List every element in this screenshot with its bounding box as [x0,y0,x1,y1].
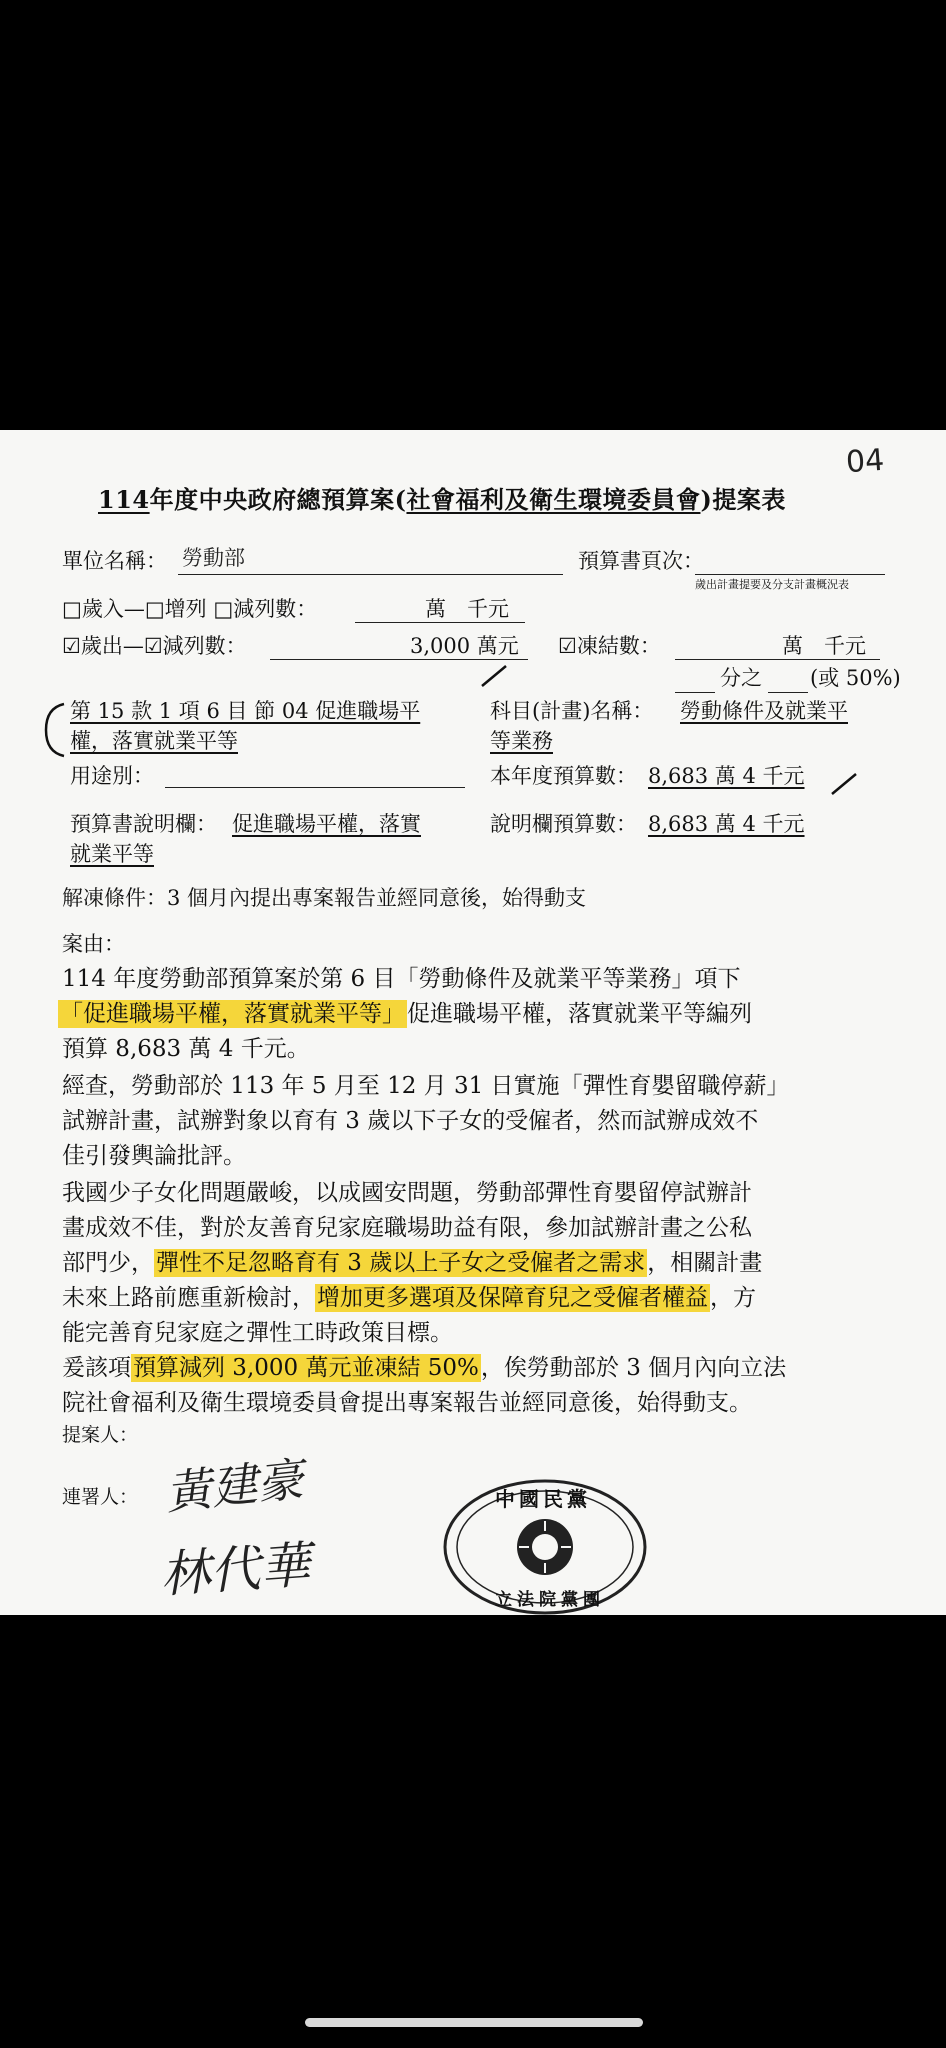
highlight-rights: 增加更多選項及保障育兒之受僱者權益 [317,1285,708,1311]
reason-p4-line-2: 院社會福利及衛生環境委員會提出專案報告並經同意後，始得動支。 [62,1390,752,1416]
check-mark-icon [828,770,862,798]
signature-1: 黃建豪 [162,1451,306,1521]
title-committee: 社會福利及衛生環境委員會 [406,485,701,514]
unit-label: 單位名稱： [62,549,167,573]
seal-bottom-text: 立法院黨團 [495,1590,605,1610]
income-row: □歲入—□增列 □減列數： [62,597,318,621]
budget-label: 本年度預算數： [490,764,637,788]
subject-value-2: 等業務 [490,729,553,753]
item-line-1: 第 15 款 1 項 6 目 節 04 促進職場平 [70,699,421,723]
subject-label: 科目(計畫)名稱： [490,699,654,723]
ratio-underline-1 [675,692,715,693]
reason-p2-line-1: 經查，勞動部於 113 年 5 月至 12 月 31 日實施「彈性育嬰留職停薪」 [62,1073,790,1099]
title-year: 114 [98,485,150,514]
expense-amount: 3,000 萬元 [410,634,519,658]
desc-value-2: 就業平等 [70,842,154,866]
reason-p3-line-5: 能完善育兒家庭之彈性工時政策目標。 [62,1320,453,1346]
desc-budget-value: 8,683 萬 4 千元 [648,812,805,836]
check-mark-icon [478,662,512,690]
item-line-2: 權，落實就業平等 [70,729,238,753]
highlight-program-name: 「促進職場平權，落實就業平等」 [60,1001,405,1027]
income-amount: 萬 千元 [425,597,509,621]
form-title [98,480,786,515]
reason-p3-line-2: 畫成效不佳，對於友善育兒家庭職場助益有限，參加試辦計畫之公私 [62,1215,752,1241]
desc-value-1: 促進職場平權，落實 [232,812,421,836]
home-indicator[interactable] [305,2018,643,2027]
reason-p4-line-1: 爰該項預算減列 3,000 萬元並凍結 50%，俟勞動部於 3 個月內向立法 [62,1355,787,1381]
page-ref-underline [695,574,885,575]
signature-2: 林代華 [158,1535,313,1605]
reason-p3-line-4: 未來上路前應重新檢討，增加更多選項及保障育兒之受僱者權益，方 [62,1285,756,1311]
page-ref-note: 歲出計畫提要及分支計畫概況表 [695,578,849,591]
unit-value: 勞動部 [182,546,245,570]
title-main: 年度中央政府總預算案( [149,485,407,514]
proposer-label: 提案人： [62,1424,139,1446]
cosigner-label: 連署人： [62,1486,139,1508]
thaw-condition: 解凍條件：3 個月內提出專案報告並經同意後，始得動支 [62,886,587,910]
highlight-flexibility: 彈性不足忽略育有 3 歲以上子女之受僱者之需求 [156,1250,646,1276]
reason-p2-line-2: 試辦計畫，試辦對象以育有 3 歲以下子女的受僱者，然而試辦成效不 [62,1108,759,1134]
reason-p3-line-3: 部門少，彈性不足忽略育有 3 歲以上子女之受僱者之需求，相關計畫 [62,1250,763,1276]
desc-label: 預算書說明欄： [70,812,217,836]
handwritten-page-mark: 04 [844,442,886,481]
expense-row: ☑歲出—☑減列數： [62,634,247,658]
use-underline [165,787,465,788]
budget-value: 8,683 萬 4 千元 [648,764,805,788]
title-end: )提案表 [700,485,786,514]
document-page [0,430,946,1615]
ratio-value: (或 50%) [810,666,901,690]
freeze-amount: 萬 千元 [782,634,866,658]
desc-budget-label: 說明欄預算數： [490,812,637,836]
seal-top-text: 中國民黨 [495,1487,591,1511]
subject-value-1: 勞動條件及就業平 [680,699,848,723]
bracket-mark-icon [38,700,68,760]
highlight-budget-cut: 預算減列 3,000 萬元並凍結 50% [133,1355,479,1381]
use-label: 用途別： [70,764,154,788]
unit-underline [178,574,563,575]
party-seal [440,1475,650,1615]
reason-p2-line-3: 佳引發輿論批評。 [62,1143,246,1169]
ratio-underline-2 [768,692,808,693]
reason-p1-line-3: 預算 8,683 萬 4 千元。 [62,1036,310,1062]
page-ref-label: 預算書頁次： [578,549,704,573]
reason-p1-line-2: 「促進職場平權，落實就業平等」促進職場平權，落實就業平等編列 [60,1001,752,1027]
reason-label: 案由： [62,932,125,956]
reason-p1-line-1: 114 年度勞動部預算案於第 6 目「勞動條件及就業平等業務」項下 [62,966,741,992]
ratio-text: 分之 [720,666,762,690]
freeze-label: ☑凍結數： [558,634,661,658]
reason-p3-line-1: 我國少子女化問題嚴峻，以成國安問題，勞動部彈性育嬰留停試辦計 [62,1180,752,1206]
